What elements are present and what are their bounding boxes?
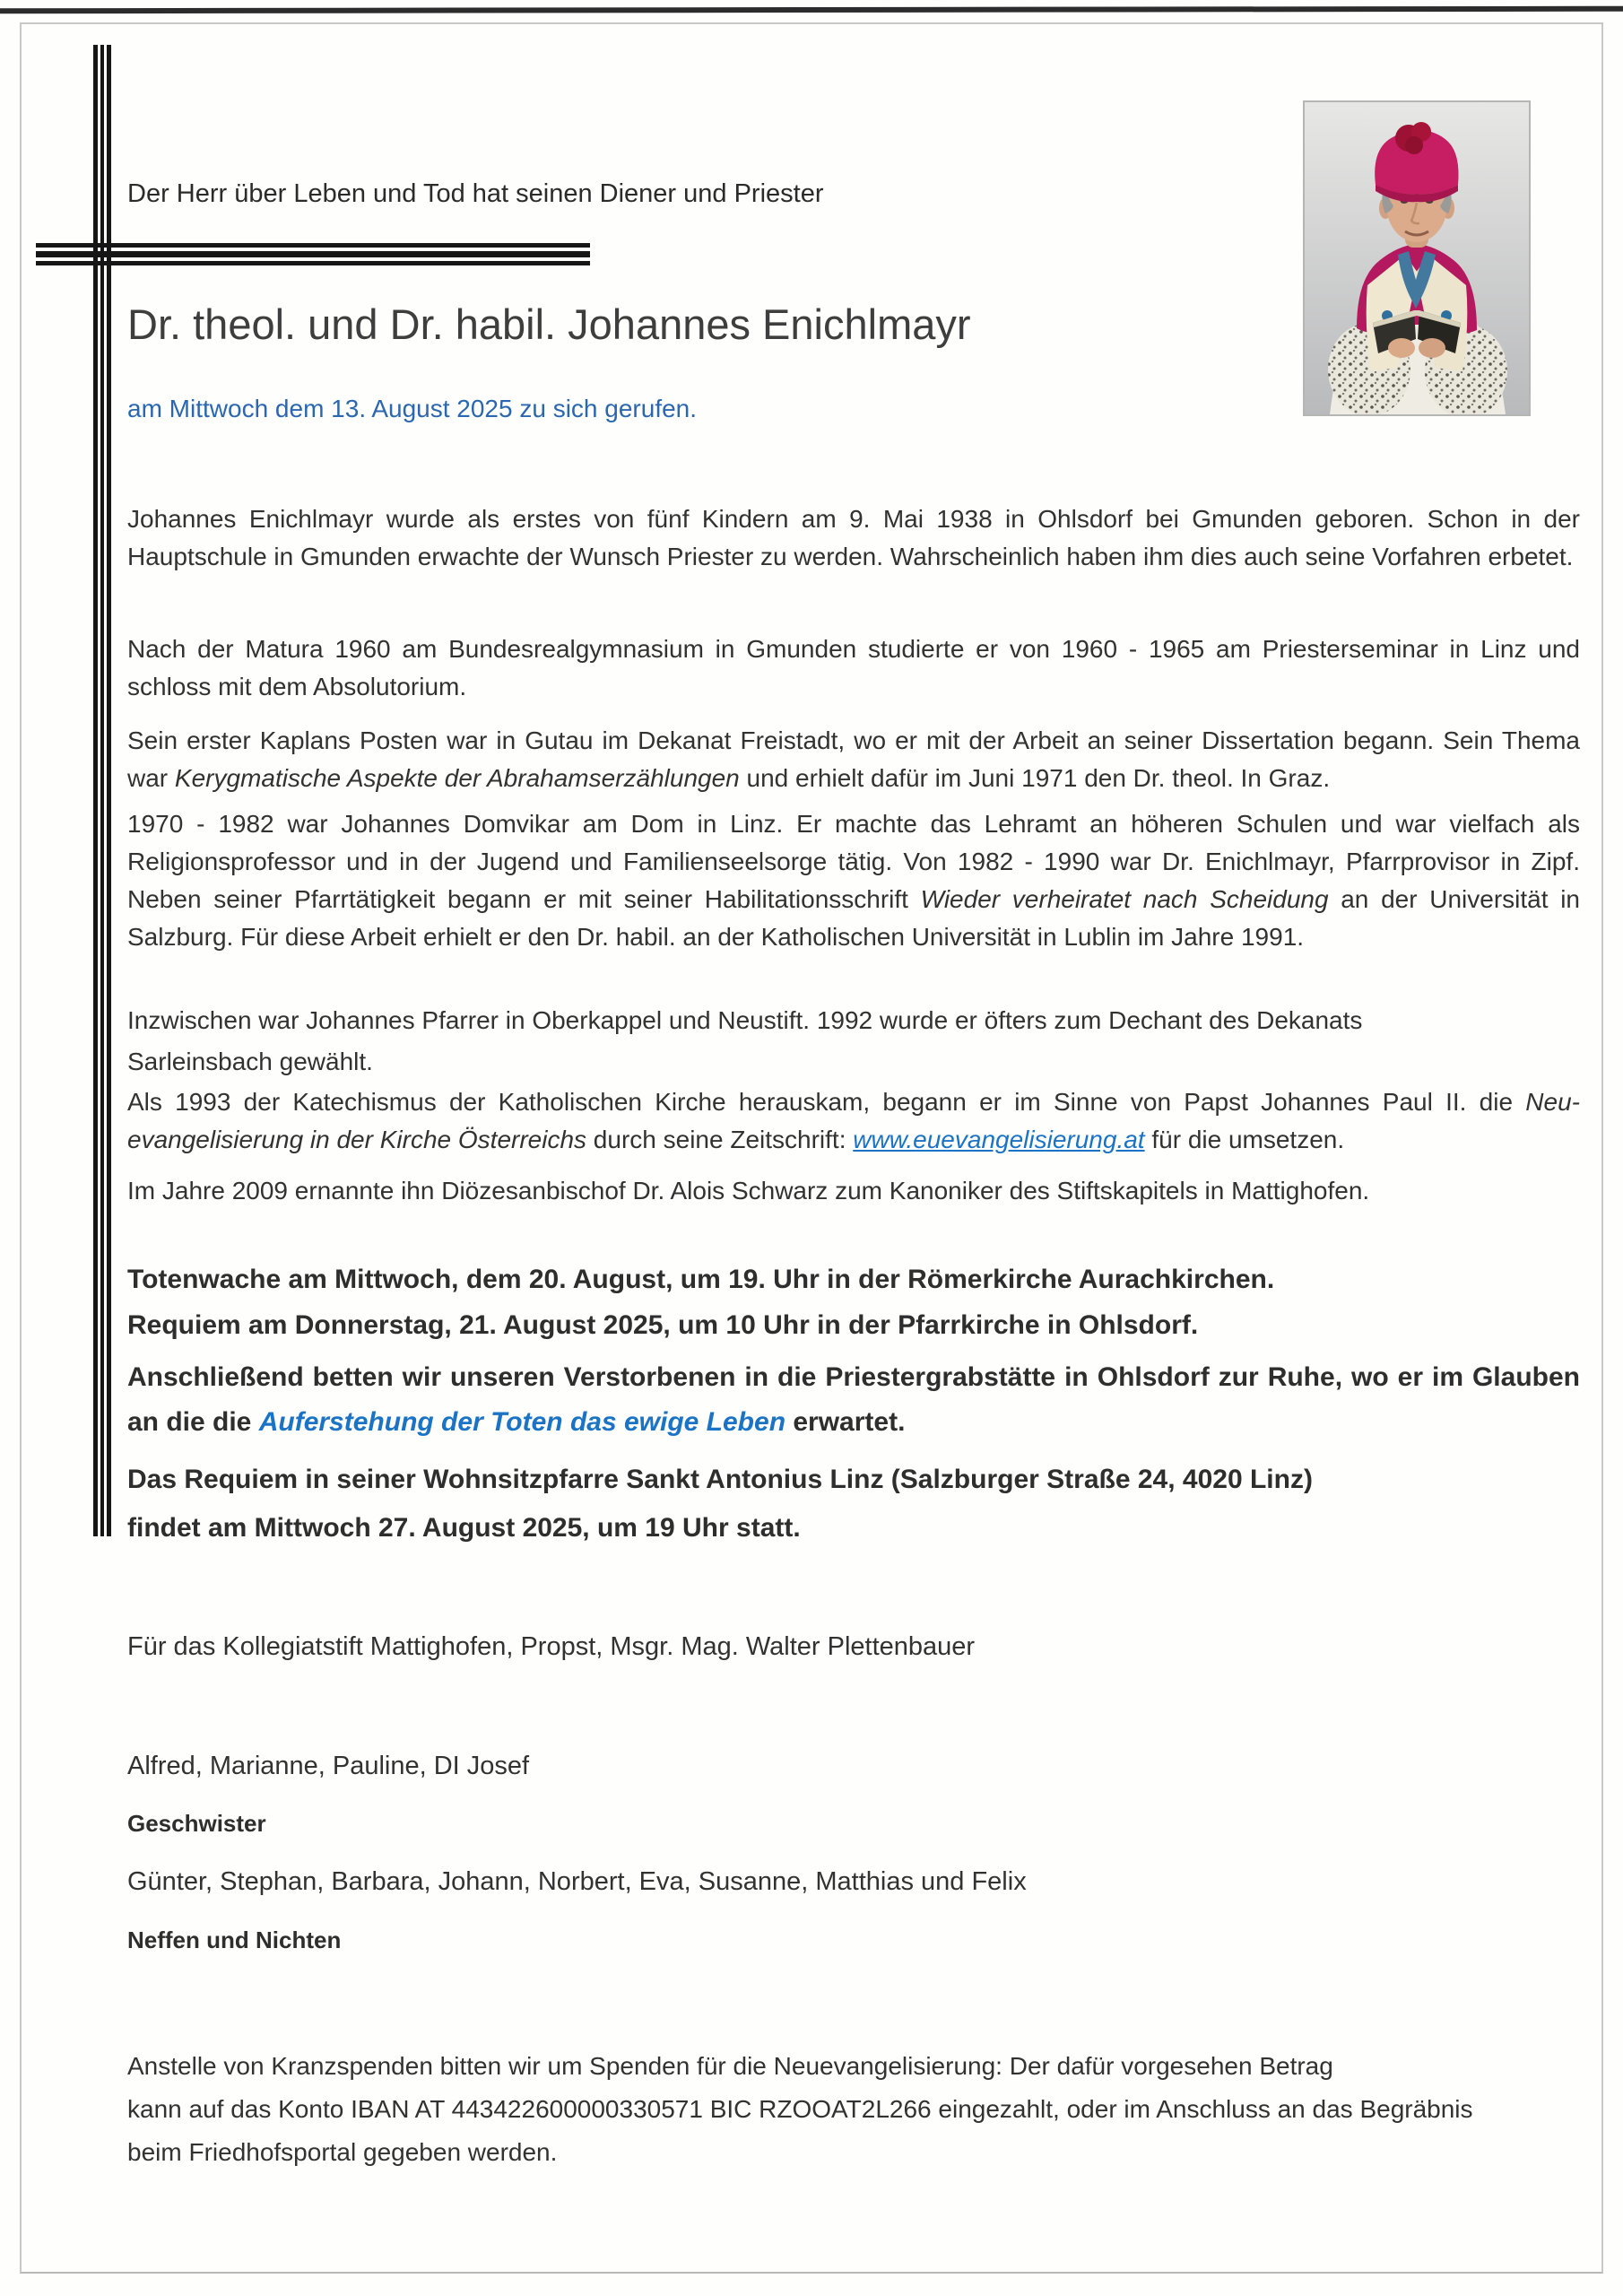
priest-portrait-illustration — [1305, 102, 1529, 414]
bio-paragraph-kanoniker: Im Jahre 2009 ernannte ihn Diözesanbischof Dr. Alois Schwarz zum Kanoniker des Stiftskapitels in Mattighofen. — [127, 1177, 1370, 1205]
bio-paragraph-kaplan — [127, 722, 1580, 797]
death-date-line: am Mittwoch dem 13. August 2025 zu sich gerufen. — [127, 395, 698, 422]
donation-paragraph — [127, 2045, 1580, 2174]
p6-text-c: für die umsetzen. — [1144, 1126, 1345, 1153]
donation-line-2: kann auf das Konto IBAN AT 443422600000330571 BIC RZOOAT2L266 eingezahlt, oder im Anschluss an das Begräbnis — [127, 2095, 1473, 2123]
p6-text-b: durch seine Zeitschrift: — [586, 1126, 854, 1153]
burial-announcement — [127, 1355, 1580, 1445]
bio-paragraph-pfarrer — [127, 1000, 1580, 1083]
p4-text-a: 1970 - 1982 war Johannes Domvikar am Dom in Linz. Er machte das Lehramt an höheren Schulen und war vielfach als Religionsprofessor und in der Jugend und Familienseelsorge tätig. Von 1982 - 1990 war Dr. Enichlmayr, Pfarrprovisor in Zipf. Neben seiner Pfarrtätigkeit begann er mit seiner Habilitationsschrift — [127, 810, 1580, 913]
scan-edge-top — [0, 6, 1623, 14]
burial-text-b: erwartet. — [785, 1407, 906, 1437]
p3-dissertation-title: Kerygmatische Aspekte der Abrahamserzählungen — [174, 764, 740, 792]
nieces-nephews-label: Neffen und Nichten — [127, 1926, 342, 1953]
p3-text-a: Sein erster Kaplans Posten war in Gutau im Dekanat Freistadt, wo er mit der Arbeit an seiner Dissertation begann. Sein Thema war — [127, 726, 1580, 792]
totenwache-announcement: Totenwache am Mittwoch, dem 20. August, um 19. Uhr in der Römerkirche Aurachkirchen. — [127, 1265, 1275, 1294]
requiem-linz-line-2: findet am Mittwoch 27. August 2025, um 19 Uhr statt. — [127, 1513, 801, 1543]
donation-line-1: Anstelle von Kranzspenden bitten wir um Spenden für die Neuevangelisierung: Der dafür vorgesehen Betrag — [127, 2052, 1333, 2080]
bio-paragraph-domvikar — [127, 805, 1580, 956]
p4-habilitation-title: Wieder verheiratet nach Scheidung — [920, 885, 1329, 913]
burial-text-a: Anschließend betten wir unseren Verstorbenen in die Priestergrabstätte in Ohlsdorf zur Ruhe, wo er im Glauben an die die — [127, 1362, 1580, 1437]
bio-paragraph-birth: Johannes Enichlmayr wurde als erstes von fünf Kindern am 9. Mai 1938 in Ohlsdorf bei Gmunden geboren. Schon in der Hauptschule in Gmunden erwachte der Wunsch Priester zu werden. Wahrscheinlich haben ihm dies auch seine Vorfahren erbetet. — [127, 505, 1580, 570]
siblings-label: Geschwister — [127, 1810, 266, 1837]
nieces-nephews-names: Günter, Stephan, Barbara, Johann, Norbert, Eva, Susanne, Matthias und Felix — [127, 1867, 1027, 1896]
intro-line: Der Herr über Leben und Tod hat seinen Diener und Priester — [127, 179, 824, 208]
p6-neuevangelisierung-phrase: Neu-evangelisierung in der Kirche Österreichs — [127, 1088, 1580, 1153]
siblings-names: Alfred, Marianne, Pauline, DI Josef — [127, 1752, 530, 1780]
p5-line-2: Sarleinsbach gewählt. — [127, 1048, 373, 1075]
donation-line-3: beim Friedhofsportal gegeben werden. — [127, 2138, 558, 2166]
requiem-linz-announcement — [127, 1456, 1580, 1552]
memorial-cross-horizontal-bar — [36, 243, 590, 265]
kollegiatstift-signature: Für das Kollegiatstift Mattighofen, Propst, Msgr. Mag. Walter Plettenbauer — [127, 1632, 976, 1661]
euevangelisierung-link[interactable]: www.euevangelisierung.at — [853, 1126, 1145, 1153]
requiem-announcement: Requiem am Donnerstag, 21. August 2025, um 10 Uhr in der Pfarrkirche in Ohlsdorf. — [127, 1310, 1199, 1340]
requiem-linz-line-1: Das Requiem in seiner Wohnsitzpfarre Sankt Antonius Linz (Salzburger Straße 24, 4020 Linz) — [127, 1465, 1313, 1494]
bio-paragraph-katechismus — [127, 1083, 1580, 1159]
p6-text-a: Als 1993 der Katechismus der Katholischen Kirche herauskam, begann er im Sinne von Papst Johannes Paul II. die — [127, 1088, 1526, 1116]
bio-paragraph-matura: Nach der Matura 1960 am Bundesrealgymnasium in Gmunden studierte er von 1960 - 1965 am Priesterseminar in Linz und schloss mit dem Absolutorium. — [127, 635, 1580, 700]
p5-line-1: Inzwischen war Johannes Pfarrer in Oberkappel und Neustift. 1992 wurde er öfters zum Dechant des Dekanats — [127, 1006, 1363, 1034]
memorial-cross-vertical-bar — [93, 45, 111, 1536]
p3-text-b: und erhielt dafür im Juni 1971 den Dr. theol. In Graz. — [739, 764, 1331, 792]
deceased-photo — [1303, 100, 1531, 416]
burial-resurrection-phrase: Auferstehung der Toten das ewige Leben — [258, 1407, 786, 1437]
p4-text-b: an der Universität in Salzburg. Für diese Arbeit erhielt er den Dr. habil. an der Katholischen Universität in Lublin im Jahre 1991. — [127, 885, 1580, 951]
deceased-name: Dr. theol. und Dr. habil. Johannes Enichlmayr — [127, 300, 971, 348]
